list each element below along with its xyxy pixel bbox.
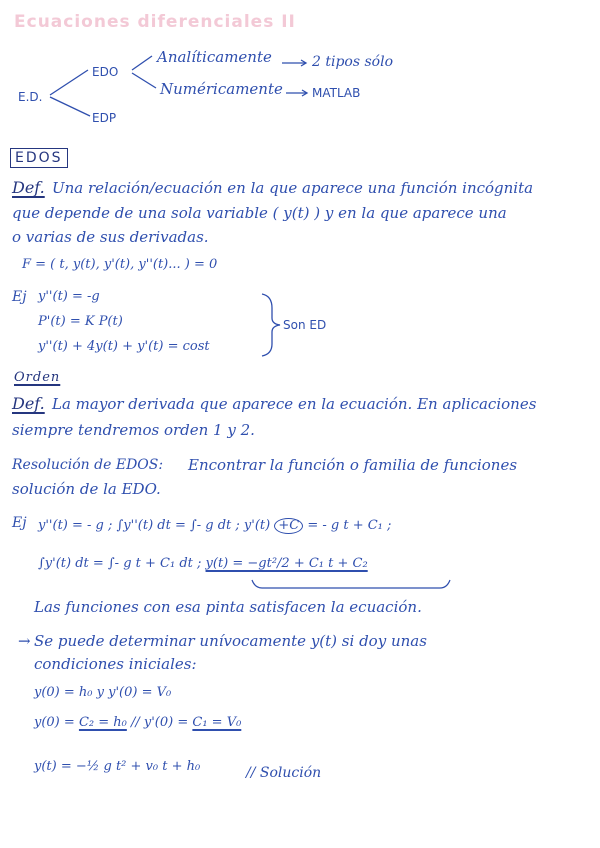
example-eq2: P'(t) = K P(t): [38, 314, 123, 329]
def2-label: Def.: [12, 394, 45, 413]
resolucion-line2: solución de la EDO.: [12, 480, 161, 498]
def2-line2: siempre tendremos orden 1 y 2.: [12, 421, 255, 439]
section-orden-heading: Orden: [14, 370, 61, 385]
note-arrow: →: [18, 632, 31, 650]
def1-line2: que depende de una sola variable ( y(t) ) y en la que aparece una: [12, 204, 507, 222]
note-cond2-a: y(0) =: [34, 715, 75, 730]
tree-numericamente: Numéricamente: [160, 80, 283, 98]
tree-edo: EDO: [92, 65, 119, 79]
tree-root: E.D.: [18, 90, 43, 104]
note-solution-label: // Solución: [246, 765, 322, 781]
def1-line1: Una relación/ecuación en la que aparece una función incógnita: [52, 179, 534, 197]
section-edos-heading: EDOS: [10, 148, 68, 168]
resolucion-line1: Encontrar la función o familia de funciones: [188, 456, 518, 474]
tree-diagram-lines: [0, 0, 600, 140]
example-eq3: y''(t) + 4y(t) + y'(t) = cost: [38, 339, 210, 354]
tree-numerico-result: MATLAB: [312, 86, 361, 100]
example2-label: Ej: [12, 515, 27, 531]
note-cond2-c: // y'(0) =: [130, 715, 189, 730]
def1-line3: o varias de sus derivadas.: [12, 228, 209, 246]
tree-analiticamente: Analíticamente: [157, 48, 272, 66]
note-c2-value: C₂ = h₀: [78, 715, 127, 730]
resolucion-label: Resolución de EDOS:: [12, 457, 164, 473]
example2-line2-start: ∫y'(t) dt = ∫- g t + C₁ dt ;: [38, 556, 202, 571]
def2-line1: La mayor derivada que aparece en la ecuación. En aplicaciones: [52, 395, 537, 413]
note-line2: condiciones iniciales:: [34, 655, 197, 673]
example2-integration-constant-circle: +C: [274, 518, 303, 534]
note-solution-equation: y(t) = −½ g t² + v₀ t + h₀: [34, 759, 201, 774]
note-c1-value: C₁ = V₀: [192, 715, 242, 730]
tree-analitico-result: 2 tipos sólo: [312, 54, 394, 70]
example2-line1: [38, 518, 391, 534]
examples-label: Ej: [12, 289, 27, 305]
def1-label: Def.: [12, 178, 45, 197]
example-eq1: y''(t) = -g: [38, 289, 100, 304]
note-initial-conditions: y(0) = h₀ y y'(0) = V₀: [34, 685, 172, 700]
tree-edp: EDP: [92, 111, 117, 125]
example2-line1-end: = - g t + C₁ ;: [307, 518, 392, 533]
example2-line3: Las funciones con esa pinta satisfacen la ecuación.: [34, 598, 422, 616]
note-constants-line: [34, 716, 241, 729]
general-form-equation: F = ( t, y(t), y'(t), y''(t)... ) = 0: [22, 257, 218, 272]
example2-line2: [38, 557, 368, 570]
example2-line1-start: y''(t) = - g ; ∫y''(t) dt = ∫- g dt ; y'(t): [38, 518, 271, 533]
note-line1: Se puede determinar unívocamente y(t) si doy unas: [34, 632, 427, 650]
examples-brace-note: Son ED: [283, 318, 327, 332]
page-title: Ecuaciones diferenciales II: [14, 12, 296, 32]
example2-general-solution: y(t) = −gt²/2 + C₁ t + C₂: [205, 556, 368, 571]
